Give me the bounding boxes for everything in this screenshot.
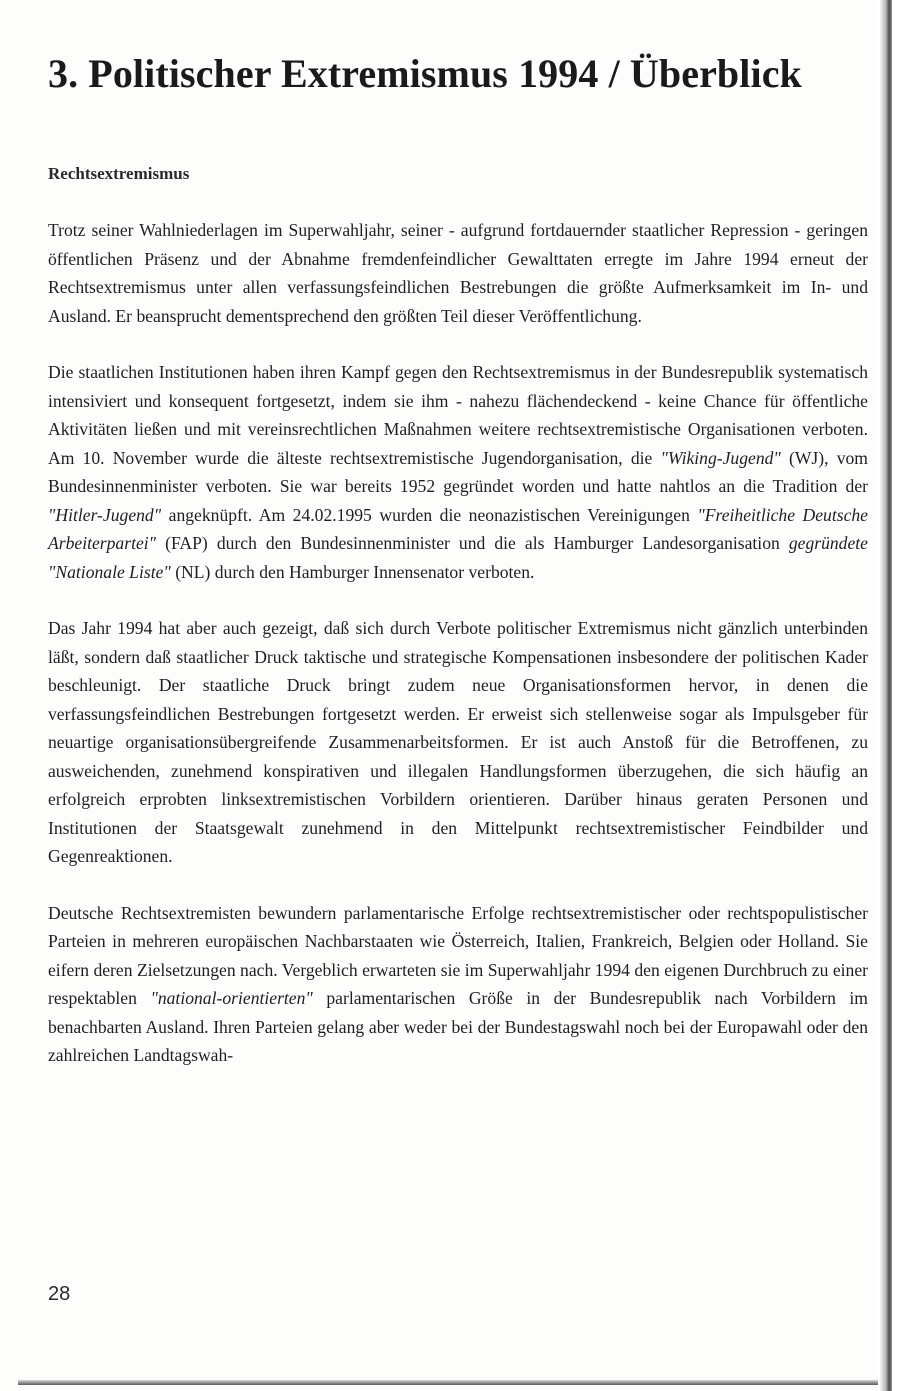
text-run: (WJ), vom Bundesinnenminister verboten. Sie war bereits 1952 gegründet worden und hatte nahtlos an die Tradition der — [48, 447, 868, 496]
text-run: parlamentarischen Größe in der Bundesrepublik nach Vorbildern im benachbarten Ausland. Ihren Parteien gelang aber weder bei der Bundestagswahl noch bei der Europawahl oder den zahlreichen Landtagswah- — [48, 988, 868, 1065]
paragraph-3: Das Jahr 1994 hat aber auch gezeigt, daß sich durch Verbote politischer Extremismus nicht gänzlich unterbinden läßt, sondern daß staatlicher Druck taktische und strategische Kompensationen insbesondere der politischen Kader beschleunigt. Der staatliche Druck bringt zudem neue Organisationsformen hervor, in denen die verfassungsfeindlichen Bestrebungen fortgesetzt werden. Er erweist sich stellenweise sogar als Impulsgeber für neuartige organisationsübergreifende Zusammenarbeitsformen. Er ist auch Anstoß für die Betroffenen, zu ausweichenden, zunehmend konspirativen und illegalen Handlungsformen überzugehen, die sich häufig an erfolgreich erprobten linksextremistischen Vorbildern orientieren. Darüber hinaus geraten Personen und Institutionen der Staatsgewalt zunehmend in den Mittelpunkt rechtsextremistischer Feindbilder und Gegenreaktionen. — [48, 618, 868, 866]
italic-run: gegründete "Nationale Liste" — [48, 533, 868, 582]
text-run: (NL) durch den Hamburger Innensenator verboten. — [170, 561, 535, 582]
italic-run: "Freiheitliche Deutsche Arbeiterpartei" — [48, 504, 868, 553]
text-run: (FAP) durch den Bundesinnenminister und die als Hamburger Landesorganisation — [156, 533, 789, 553]
paragraph-1: Trotz seiner Wahlniederlagen im Superwahljahr, seiner - aufgrund fortdauernder staatlicher Repression - geringen öffentlichen Präsenz und der Abnahme fremdenfeindlicher Gewalttaten erregte im Jahre 1994 erneut der Rechtsextremismus unter allen verfassungsfeindlichen Bestrebungen die größte Aufmerksamkeit im In- und Ausland. Er beansprucht dementsprechend den größten Teil dieser Veröffentlichung. — [48, 220, 868, 326]
italic-run: "Wiking-Jugend" — [660, 447, 781, 468]
body-text — [48, 216, 868, 1070]
paragraph-4 — [48, 899, 868, 1070]
text-run: Deutsche Rechtsextremisten bewundern parlamentarische Erfolge rechtsextremistischer oder rechtspopulistischer Parteien in mehreren europäischen Nachbarstaaten wie Österreich, Italien, Frankreich, Belgien oder Holland. Sie eifern deren Zielsetzungen nach. Vergeblich erwarteten sie im Superwahljahr 1994 den eigenen Durchbruch zu einer respektablen — [48, 902, 868, 1008]
page-bottom-edge — [18, 1380, 878, 1385]
book-spine-edge — [880, 0, 892, 1391]
paragraph-2 — [48, 358, 868, 586]
chapter-heading: 3. Politischer Extremismus 1994 / Überblick — [48, 51, 802, 96]
italic-run: "Hitler-Jugend" — [48, 504, 162, 525]
text-run: angeknüpft. Am 24.02.1995 wurden die neonazistischen Vereinigungen — [161, 504, 698, 525]
page-number: 28 — [48, 1283, 71, 1305]
italic-run: "national-orientierten" — [150, 988, 313, 1008]
text-run: Die staatlichen Institutionen haben ihren Kampf gegen den Rechtsextremismus in der Bundesrepublik systematisch intensiviert und konsequent fortgesetzt, indem sie ihm - nahezu flächendeckend - keine Chance für öffentliche Aktivitäten ließen und mit vereinsrechtlichen Maßnahmen weitere rechtsextremistische Organisationen verboten. Am 10. November wurde die älteste rechtsextremistische Jugendorganisation, die — [48, 362, 868, 468]
section-title: Rechtsextremismus — [48, 164, 190, 183]
